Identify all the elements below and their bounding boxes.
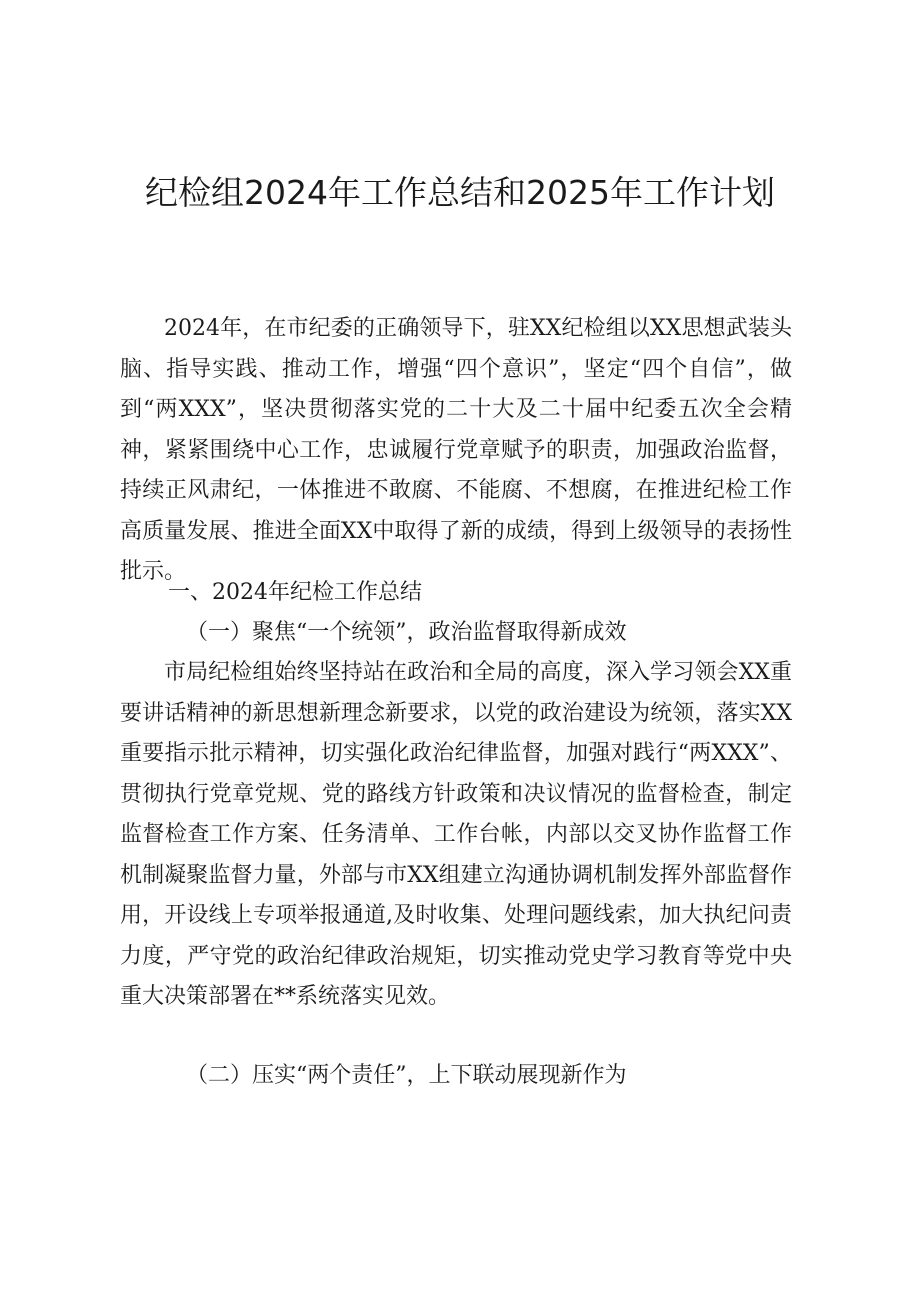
- political-supervision-paragraph: 市局纪检组始终坚持站在政治和全局的高度，深入学习领会XX重要讲话精神的新思想新理念新要求，以党的政治建设为统领，落实XX重要指示批示精神，切实强化政治纪律监督，加强对践行“两XXX”、贯彻执行党章党规、党的路线方针政策和决议情况的监督检查，制定监督检查工作方案、任务清单、工作台帐，内部以交叉协作监督工作机制凝聚监督力量，外部与市XX组建立沟通协调机制发挥外部监督作用，开设线上专项举报通道,及时收集、处理问题线索，加大执纪问责力度，严守党的政治纪律政治规矩，切实推动党史学习教育等党中央重大决策部署在**系统落实见效。: [120, 660, 792, 1009]
- subsection-heading-two-responsibilities: （二）压实“两个责任”，上下联动展现新作为: [186, 1063, 627, 1088]
- section-heading-work-summary: 一、2024年纪检工作总结: [168, 580, 422, 605]
- subsection-heading-political-supervision: （一）聚焦“一个统领”，政治监督取得新成效: [186, 620, 627, 645]
- intro-paragraph: 2024年，在市纪委的正确领导下，驻XX纪检组以XX思想武装头脑、指导实践、推动工作，增强“四个意识”，坚定“四个自信”，做到“两XXX”，坚决贯彻落实党的二十大及二十届中纪委五次全会精神，紧紧围绕中心工作，忠诚履行党章赋予的职责，加强政治监督，持续正风肃纪，一体推进不敢腐、不能腐、不想腐，在推进纪检工作高质量发展、推进全面XX中取得了新的成绩，得到上级领导的表扬性批示。: [120, 316, 792, 584]
- document-title: 纪检组2024年工作总结和2025年工作计划: [145, 173, 775, 212]
